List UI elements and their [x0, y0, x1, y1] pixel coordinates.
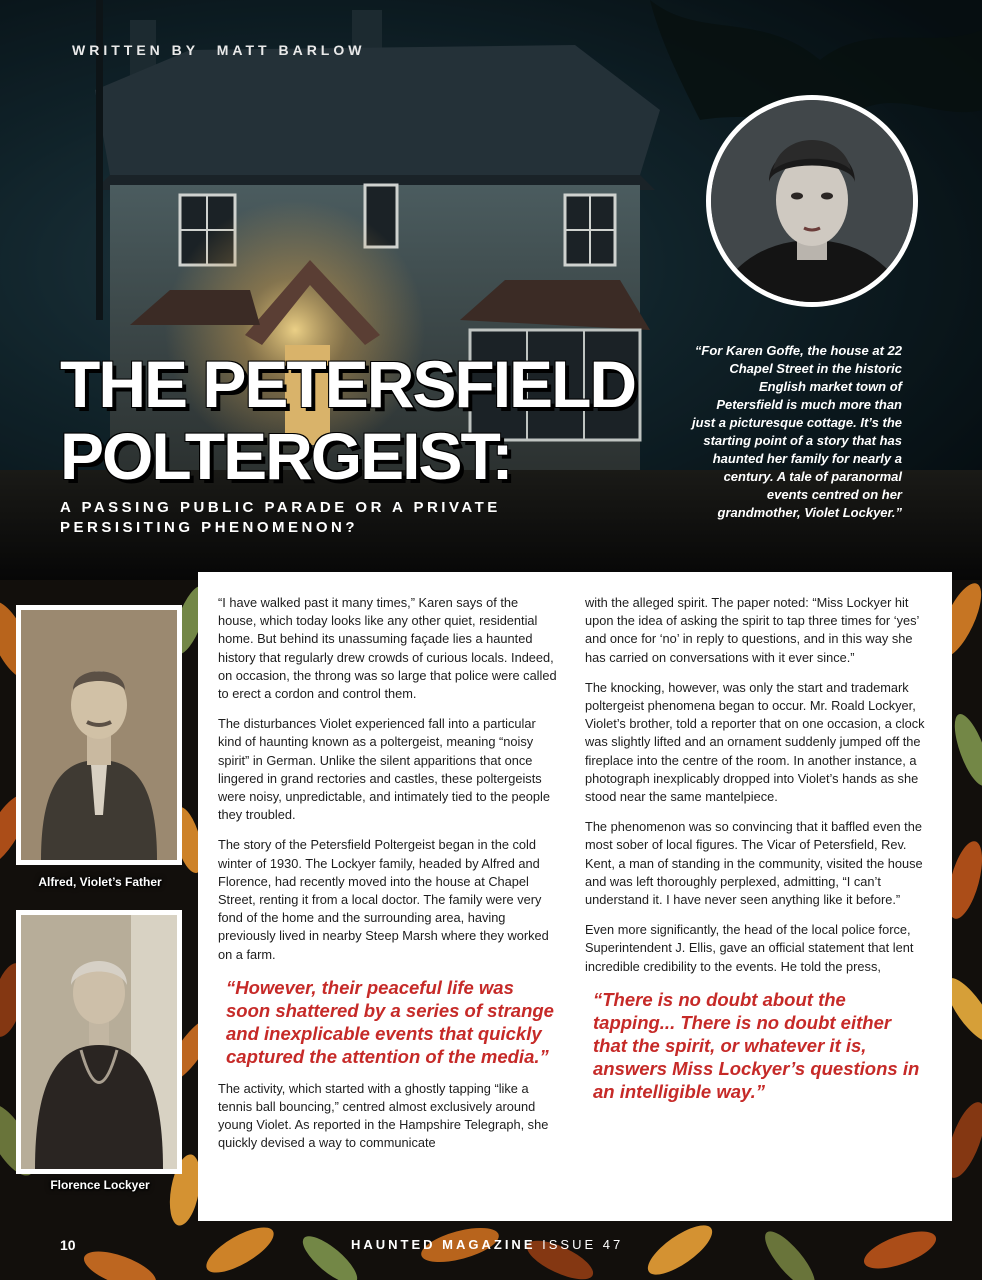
- florence-photo-illustration: [21, 915, 177, 1169]
- page-number: 10: [60, 1237, 76, 1253]
- issue-label: ISSUE 47: [542, 1237, 624, 1252]
- article-column-2: [585, 594, 927, 1115]
- paragraph: Even more significantly, the head of the local police force, Superintendent J. Ellis, gave an official statement that lent incredible credibility to the events. He told the press,: [585, 922, 914, 974]
- intro-quote: “For Karen Goffe, the house at 22 Chapel Street in the historic English market town of Petersfield is much more than just a picturesque cottage. It’s the starting point of a story that has haunted her family for nearly a century. A tale of paranormal events centred on her grandmother, Violet Lockyer.”: [692, 343, 902, 520]
- byline-label: WRITTEN BY: [72, 42, 199, 58]
- page-footer: [0, 1221, 982, 1280]
- paragraph: The knocking, however, was only the start and trademark poltergeist phenomena began to occur. Mr. Roald Lockyer, Violet’s brother, told a reporter that on one occasion, a clock was slightly lifted and an ornament suddenly jumped off the fireplace into the centre of the room. In another instance, a photograph inexplicably dropped into Violet’s hands as she stood near the same mantelpiece.: [585, 679, 925, 805]
- paragraph: “I have walked past it many times,” Karen says of the house, which today looks like any other quiet, residential home. But behind its unassuming façade lies a haunted history that regularly drew crowds of curious locals. Indeed, on occasion, the throng was so large that police were called to erect a cordon and control them.: [218, 595, 557, 702]
- byline: [72, 42, 365, 58]
- title-line-2: POLTERGEIST:: [60, 419, 512, 493]
- author-name: MATT BARLOW: [216, 42, 366, 58]
- paragraph: The story of the Petersfield Poltergeist began in the cold winter of 1930. The Lockyer family, headed by Alfred and Florence, had recently moved into the house at Chapel Street, renting it from a local doctor. The family were very fond of the home and the surrounding area, having previously lived in nearby Steep Marsh where they worked on a farm.: [218, 837, 549, 962]
- photo-florence: [16, 910, 182, 1174]
- title-line-1: THE PETERSFIELD: [60, 347, 636, 421]
- paragraph: The disturbances Violet experienced fall into a particular kind of haunting known as a poltergeist, meaning “noisy spirit” in German. Unlike the silent apparitions that once lingered in grand rectories and castles, these poltergeists were noisy, unpredictable, and intimately tied to the people they troubled.: [218, 716, 550, 823]
- paragraph: The phenomenon was so convincing that it baffled even the most sober of local figures. The Vicar of Petersfield, Rev. Kent, a man of standing in the community, visited the house and was left thoroughly perplexed, admitting, “I can’t understand it. I have never seen anything like it before.”: [585, 819, 923, 908]
- hero-banner: [0, 0, 982, 590]
- article-column-1: [218, 594, 558, 1165]
- photo-caption-alfred: Alfred, Violet’s Father: [38, 875, 162, 889]
- subtitle-line-1: A PASSING PUBLIC PARADE OR A PRIVATE: [60, 499, 501, 516]
- pull-quote: “There is no doubt about the tapping... There is no doubt either that the spirit, or whatever it is, answers Miss Lockyer’s questions in an intelligible way.”: [593, 988, 920, 1102]
- article-subtitle: [60, 498, 501, 538]
- article-title: [60, 348, 635, 492]
- pull-quote: “However, their peaceful life was soon shattered by a series of strange and inexplicable events that quickly captured the attention of the media.”: [226, 976, 554, 1067]
- paragraph: with the alleged spirit. The paper noted: “Miss Lockyer hit upon the idea of asking the spirit to tap three times for ‘yes’ and once for ‘no’ in reply to questions, and in this way she has carried on conversations with it ever since.”: [585, 595, 919, 665]
- paragraph: The activity, which started with a ghostly tapping “like a tennis ball bouncing,” centred almost exclusively around young Violet. As reported in the Hampshire Telegraph, she quickly devised a way to communicate: [218, 1080, 549, 1151]
- photo-alfred: [16, 605, 182, 865]
- photo-caption-florence: Florence Lockyer: [50, 1178, 150, 1192]
- subtitle-line-2: PERSISITING PHENOMENON?: [60, 519, 359, 536]
- article-body: [198, 572, 952, 1221]
- magazine-footer: [351, 1237, 623, 1252]
- alfred-photo-illustration: [21, 610, 177, 860]
- portrait-illustration: [711, 100, 913, 302]
- violet-portrait: [706, 95, 918, 307]
- magazine-name: HAUNTED MAGAZINE: [351, 1237, 536, 1252]
